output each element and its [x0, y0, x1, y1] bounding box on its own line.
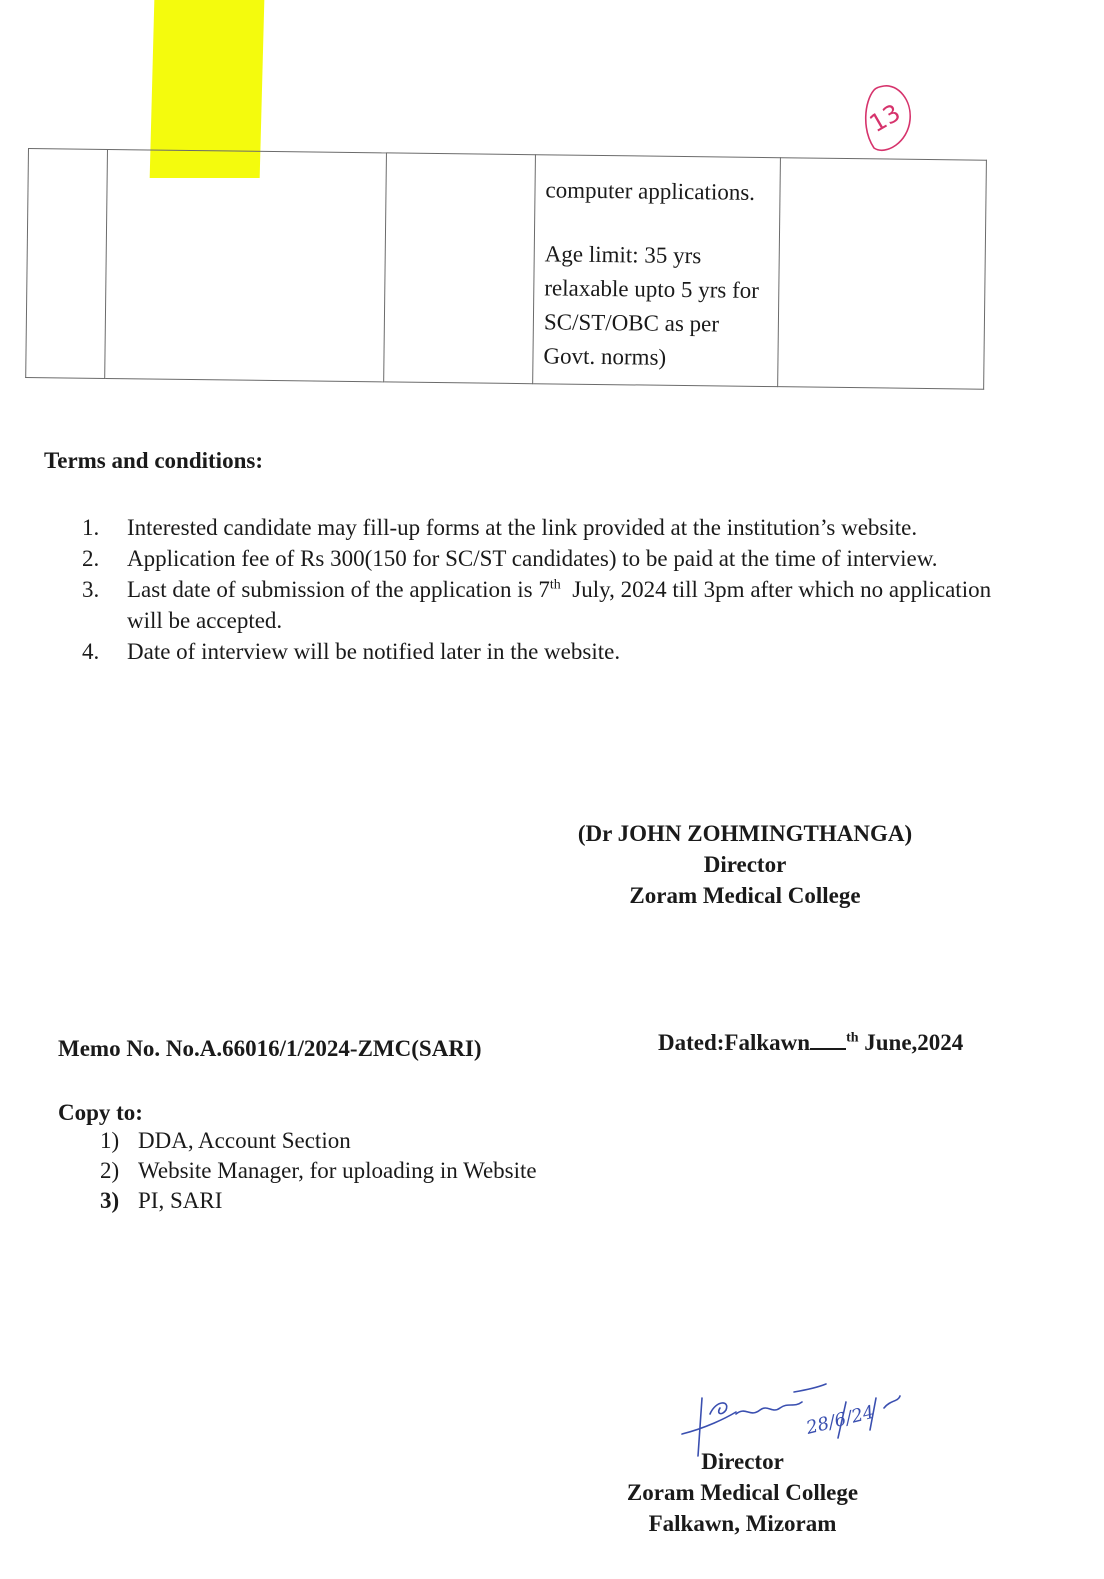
- signatory-institution: Zoram Medical College: [629, 883, 861, 908]
- copy-to-number: 1): [100, 1128, 120, 1153]
- signatory-designation: Director: [703, 852, 787, 877]
- table-row: [26, 149, 987, 390]
- page-number-annotation: [860, 82, 912, 154]
- date-ordinal: th: [846, 1030, 859, 1046]
- signatory-block: [560, 818, 930, 911]
- table-cell-remarks: [778, 158, 987, 389]
- terms-item-text: Date of interview will be notified later in the website.: [127, 639, 621, 664]
- date-blank: [810, 1048, 846, 1050]
- qualification-age-limit: Age limit: 35 yrs relaxable upto 5 yrs for SC/ST/OBC as per Govt. norms): [543, 241, 760, 370]
- endorsement-designation: Director: [701, 1449, 784, 1474]
- copy-to-heading: Copy to:: [58, 1100, 143, 1125]
- terms-item: [82, 512, 1012, 543]
- copy-to-item: [100, 1186, 537, 1216]
- copy-to-item: [100, 1126, 537, 1156]
- copy-to-text: Website Manager, for uploading in Website: [138, 1158, 537, 1183]
- endorsement-location: Falkawn, Mizoram: [648, 1511, 837, 1536]
- terms-item-text: Interested candidate may fill-up forms at the link provided at the institution’s website.: [127, 515, 918, 540]
- terms-heading: Terms and conditions:: [44, 448, 263, 473]
- terms-item-text-after: July, 2024 till 3pm after which no application will be accepted.: [127, 577, 997, 633]
- copy-to-number: 2): [100, 1158, 120, 1183]
- copy-to-item: [100, 1156, 537, 1186]
- qualification-line-1: computer applications.: [545, 177, 756, 205]
- terms-item-number: 2.: [82, 546, 100, 571]
- terms-item-text: Application fee of Rs 300(150 for SC/ST candidates) to be paid at the time of interview.: [127, 546, 938, 571]
- vacancy-table-fragment: [25, 148, 987, 390]
- terms-item-number: 1.: [82, 515, 100, 540]
- terms-item-number: 3.: [82, 577, 100, 602]
- dated-suffix: June,2024: [858, 1030, 964, 1055]
- copy-to-list: [100, 1126, 537, 1216]
- memo-number: Memo No. No.A.66016/1/2024-ZMC(SARI): [58, 1036, 482, 1061]
- signatory-name: (Dr JOHN ZOHMINGTHANGA): [577, 821, 913, 846]
- terms-item-number: 4.: [82, 639, 100, 664]
- terms-list: [82, 512, 1012, 667]
- table-cell-count: [384, 153, 536, 384]
- table-cell-qualification: [533, 155, 781, 387]
- memo-date: [658, 1030, 963, 1056]
- terms-item-text-before: Last date of submission of the application is 7: [127, 577, 550, 602]
- copy-to-number: 3): [100, 1188, 120, 1213]
- terms-item: [82, 574, 1012, 636]
- dated-prefix: Dated:Falkawn: [658, 1030, 811, 1055]
- copy-to-text: PI, SARI: [138, 1188, 223, 1213]
- ordinal-suffix: th: [549, 577, 561, 593]
- endorsement-block: [610, 1446, 875, 1539]
- table-cell-post: [105, 149, 387, 381]
- signature-date: 28/6/24: [804, 1401, 877, 1439]
- page-number-text: 13: [864, 98, 906, 139]
- table-cell-sl-no: [26, 149, 108, 379]
- terms-item: [82, 636, 1012, 667]
- endorsement-institution: Zoram Medical College: [626, 1480, 859, 1505]
- terms-item: [82, 543, 1012, 574]
- copy-to-text: DDA, Account Section: [138, 1128, 351, 1153]
